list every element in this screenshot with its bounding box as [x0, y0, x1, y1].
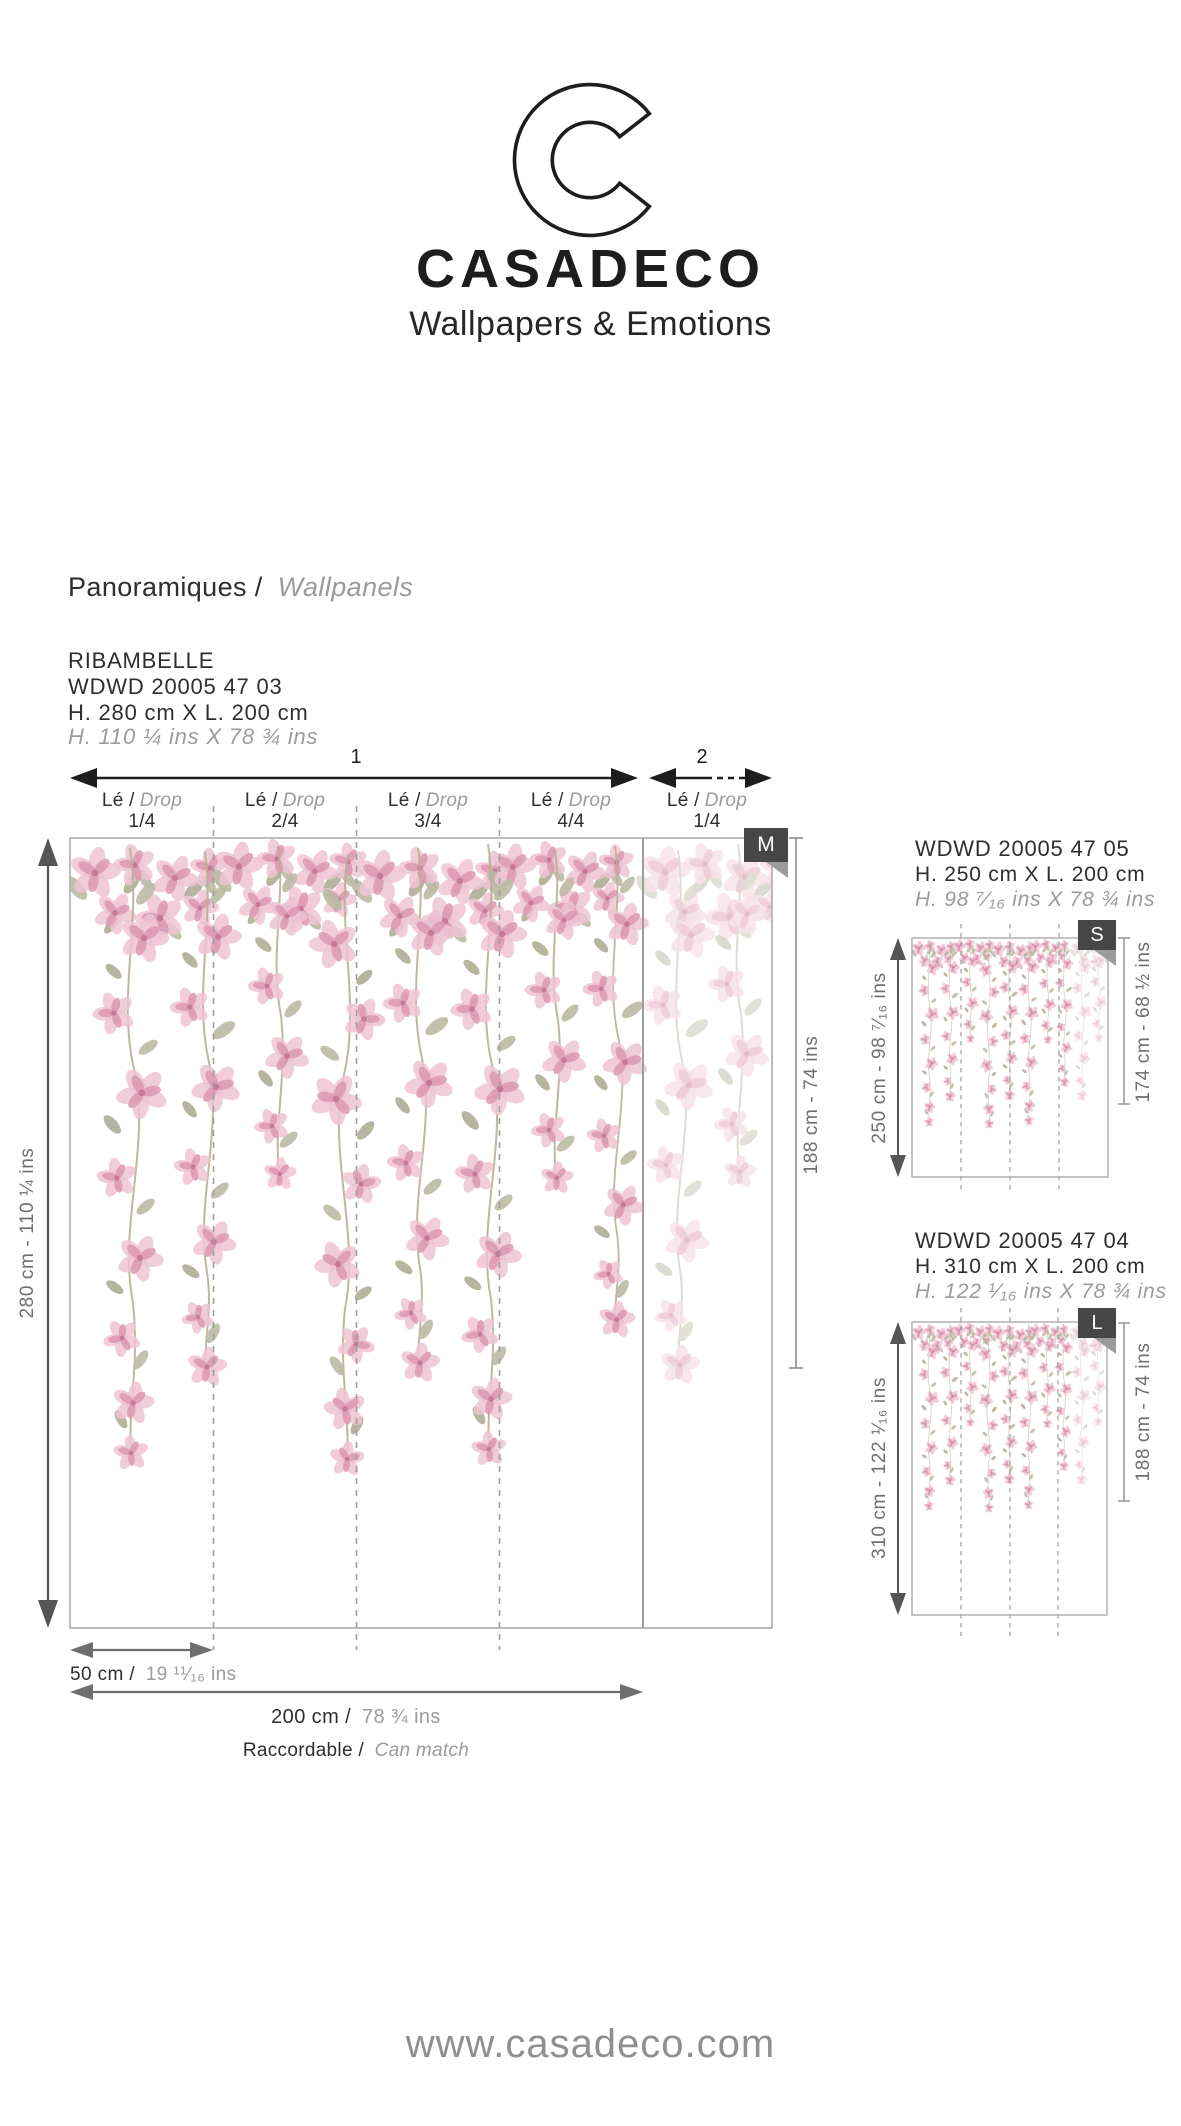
variant-s-height-dimension: 250 cm - 98 ⁷⁄₁₆ ins [869, 972, 890, 1144]
variant-l-artwork [910, 1321, 1116, 1514]
variant-s-reference: WDWD 20005 47 05 [915, 836, 1130, 861]
badge-fold-icon [766, 862, 788, 878]
brand-tagline: Wallpapers & Emotions [409, 305, 772, 343]
drop-fraction: 3/4 [414, 811, 442, 832]
size-badge-m: M [744, 828, 788, 862]
panel-width-arrow [70, 1684, 643, 1700]
variant-l-size-metric: H. 310 cm X L. 200 cm [915, 1255, 1146, 1278]
motif-measure-main [789, 838, 803, 1368]
collection-name: RIBAMBELLE [68, 648, 215, 673]
drop-label-3: Lé / Drop 3/4 [363, 790, 493, 832]
drop-width-label: 50 cm / 19 ¹¹⁄₁₆ ins [70, 1664, 237, 1685]
product-reference: WDWD 20005 47 03 [68, 674, 283, 699]
drop-fraction: 1/4 [693, 811, 721, 832]
badge-fold-icon [1094, 950, 1116, 966]
variant-l-size-imperial: H. 122 ¹⁄₁₆ ins X 78 ¾ ins [915, 1280, 1167, 1303]
drop-fraction: 1/4 [128, 811, 156, 832]
section-2-arrow [649, 768, 772, 788]
height-arrow-s [890, 938, 906, 1177]
variant-s-size-imperial: H. 98 ⁷⁄₁₆ ins X 78 ¾ ins [915, 888, 1156, 911]
product-size-metric: H. 280 cm X L. 200 cm [68, 700, 309, 725]
motif-measure-s [1118, 938, 1130, 1104]
badge-fold-icon [1094, 1338, 1116, 1354]
website-url: www.casadeco.com [405, 2022, 776, 2066]
drop-label-1: Lé / Drop 1/4 [77, 790, 207, 832]
height-arrow-main [38, 838, 58, 1628]
variant-s-artwork [910, 937, 1117, 1130]
size-badge-l: L [1078, 1308, 1116, 1338]
motif-measure-l [1118, 1323, 1130, 1501]
height-arrow-l [890, 1322, 906, 1615]
section-1-arrow [70, 768, 638, 788]
section-2-label: 2 [696, 746, 708, 768]
main-panel-artwork [62, 834, 803, 1479]
category-fr: Panoramiques / [68, 572, 263, 602]
variant-l-motif-dimension: 188 cm - 74 ins [1133, 1342, 1154, 1482]
l-drop-division-lines [961, 1308, 1058, 1636]
variant-s-size-metric: H. 250 cm X L. 200 cm [915, 863, 1146, 886]
drop-width-arrow [70, 1642, 213, 1658]
drop-label-4: Lé / Drop 4/4 [506, 790, 636, 832]
drop-label-5: Lé / Drop 1/4 [642, 790, 772, 832]
product-size-imperial: H. 110 ¼ ins X 78 ¾ ins [68, 724, 319, 749]
match-label: Raccordable / Can match [242, 1740, 470, 1761]
drop-fraction: 2/4 [271, 811, 299, 832]
main-height-dimension: 280 cm - 110 ¼ ins [17, 1147, 38, 1319]
drop-fraction: 4/4 [557, 811, 585, 832]
drop-label-2: Lé / Drop 2/4 [220, 790, 350, 832]
size-badge-s: S [1078, 920, 1116, 950]
variant-l-reference: WDWD 20005 47 04 [915, 1228, 1130, 1253]
variant-s-motif-dimension: 174 cm - 68 ½ ins [1133, 941, 1154, 1103]
panel-width-label: 200 cm / 78 ¾ ins [271, 1706, 441, 1728]
category-en: Wallpanels [277, 572, 414, 602]
variant-l-height-dimension: 310 cm - 122 ¹⁄₁₆ ins [869, 1377, 890, 1559]
main-motif-dimension: 188 cm - 74 ins [801, 1035, 822, 1175]
section-1-label: 1 [350, 746, 362, 768]
brand-name: CASADECO [415, 239, 766, 299]
